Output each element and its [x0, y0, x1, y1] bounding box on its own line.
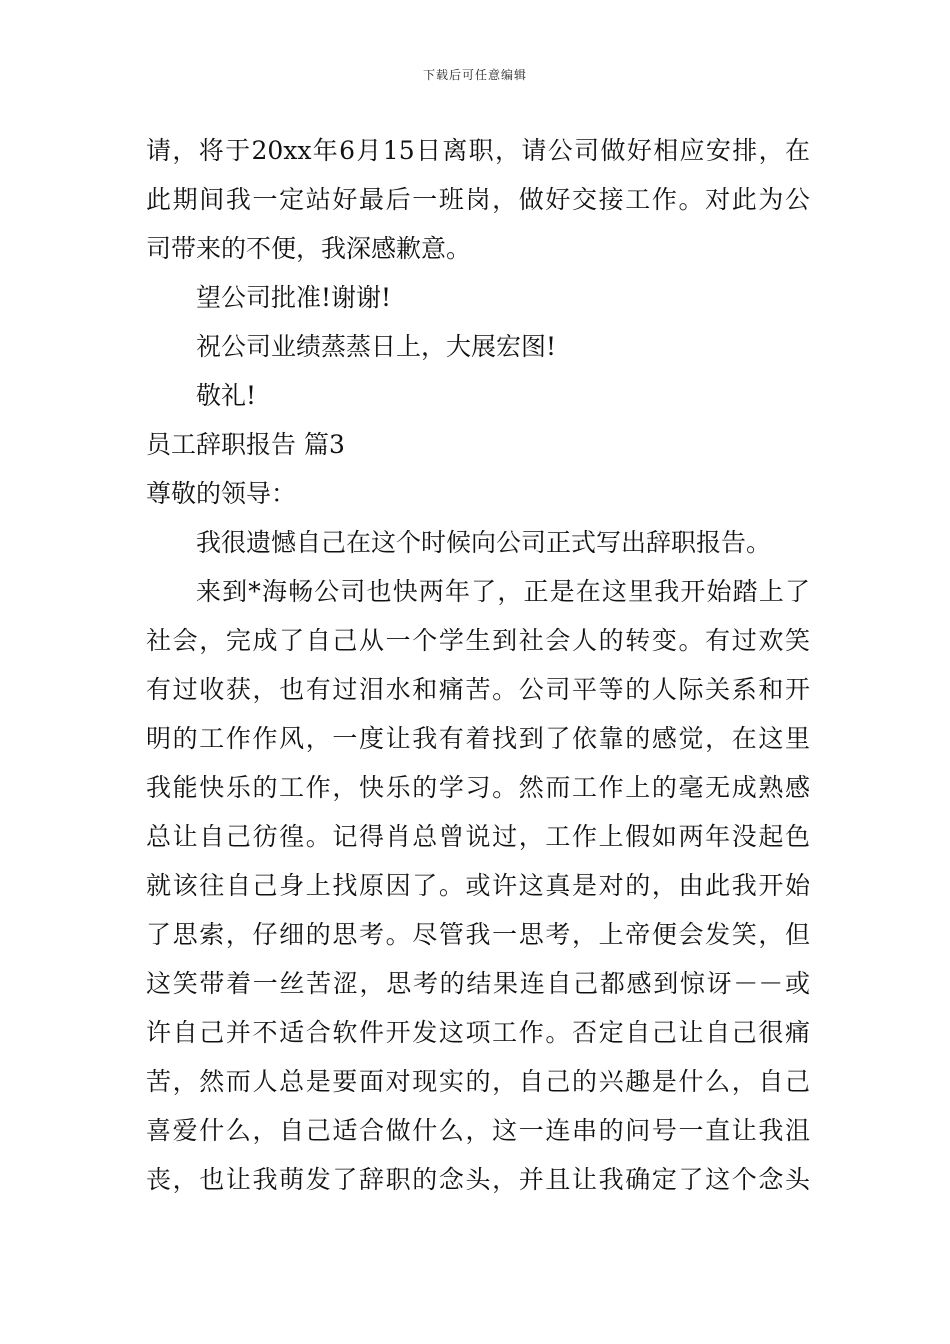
paragraph-line: 苦，然而人总是要面对现实的，自己的兴趣是什么，自己 [146, 1067, 810, 1096]
paragraph-line: 请，将于20xx年6月15日离职，请公司做好相应安排，在 [146, 136, 810, 165]
paragraph-line: 总让自己彷徨。记得肖总曾说过，工作上假如两年没起色 [146, 822, 810, 851]
paragraph-line: 我很遗憾自己在这个时候向公司正式写出辞职报告。 [196, 528, 772, 557]
paragraph-line: 明的工作作风，一度让我有着找到了依靠的感觉，在这里 [146, 724, 810, 753]
paragraph-line: 就该往自己身上找原因了。或许这真是对的，由此我开始 [146, 871, 810, 900]
paragraph-line: 了思索，仔细的思考。尽管我一思考，上帝便会发笑，但 [146, 920, 810, 949]
paragraph-line: 许自己并不适合软件开发这项工作。否定自己让自己很痛 [146, 1018, 810, 1047]
paragraph-line: 社会，完成了自己从一个学生到社会人的转变。有过欢笑 [146, 626, 810, 655]
closing-line: 望公司批准!谢谢! [196, 283, 392, 312]
salutation: 尊敬的领导： [146, 479, 297, 508]
closing-line: 祝公司业绩蒸蒸日上，大展宏图! [196, 332, 557, 361]
paragraph-line: 我能快乐的工作，快乐的学习。然而工作上的毫无成熟感 [146, 773, 810, 802]
paragraph-line: 司带来的不便，我深感歉意。 [146, 234, 472, 263]
document-body [146, 126, 810, 1204]
paragraph-line: 来到*海畅公司也快两年了，正是在这里我开始踏上了 [196, 577, 810, 606]
paragraph-line: 喜爱什么，自己适合做什么，这一连串的问号一直让我沮 [146, 1116, 810, 1145]
paragraph-line: 这笑带着一丝苦涩，思考的结果连自己都感到惊讶－－或 [146, 969, 810, 998]
section-heading: 员工辞职报告 篇3 [146, 430, 345, 459]
closing-line: 敬礼! [196, 381, 257, 410]
paragraph-line: 此期间我一定站好最后一班岗，做好交接工作。对此为公 [146, 185, 810, 214]
paragraph-line: 丧，也让我萌发了辞职的念头，并且让我确定了这个念头 [146, 1165, 810, 1194]
page-header-note: 下载后可任意编辑 [422, 68, 527, 82]
paragraph-line: 有过收获，也有过泪水和痛苦。公司平等的人际关系和开 [146, 675, 810, 704]
